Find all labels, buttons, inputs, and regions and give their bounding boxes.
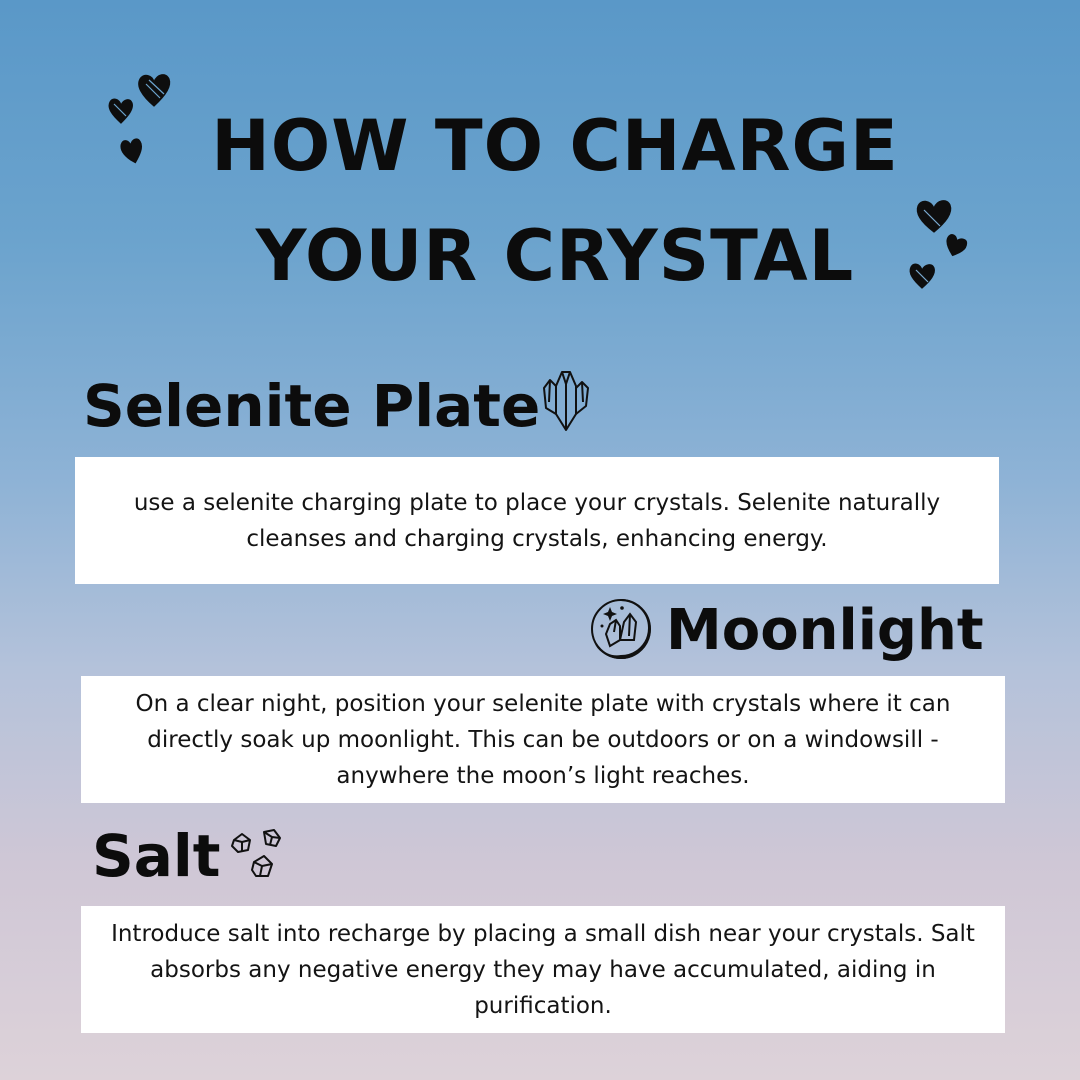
moonlight-card (81, 676, 1005, 803)
selenite-plate-text: use a selenite charging plate to place your crystals. Selenite naturally cleanses and charging crystals, enhancing energy. (133, 489, 941, 552)
selenite-plate-card (75, 457, 999, 584)
section-heading-salt: Salt (92, 822, 221, 890)
page-title-line-2: YOUR CRYSTAL (255, 215, 855, 297)
salt-text: Introduce salt into recharge by placing a small dish near your crystals. Salt absorbs any negative energy they may have accumulated, aiding in purification. (111, 920, 975, 1019)
page-title-line-1: HOW TO CHARGE (211, 105, 899, 187)
section-heading-selenite-plate: Selenite Plate (83, 372, 541, 440)
section-heading-moonlight: Moonlight (666, 598, 984, 663)
salt-card (81, 906, 1005, 1033)
moonlight-text: On a clear night, position your selenite plate with crystals where it can directly soak up moonlight. This can be outdoors or on a windowsill - anywhere the moon’s light reaches. (135, 690, 951, 789)
moon-crystal-icon (588, 596, 654, 662)
crystal-cluster-icon (540, 364, 592, 434)
salt-crystals-icon (228, 826, 282, 884)
